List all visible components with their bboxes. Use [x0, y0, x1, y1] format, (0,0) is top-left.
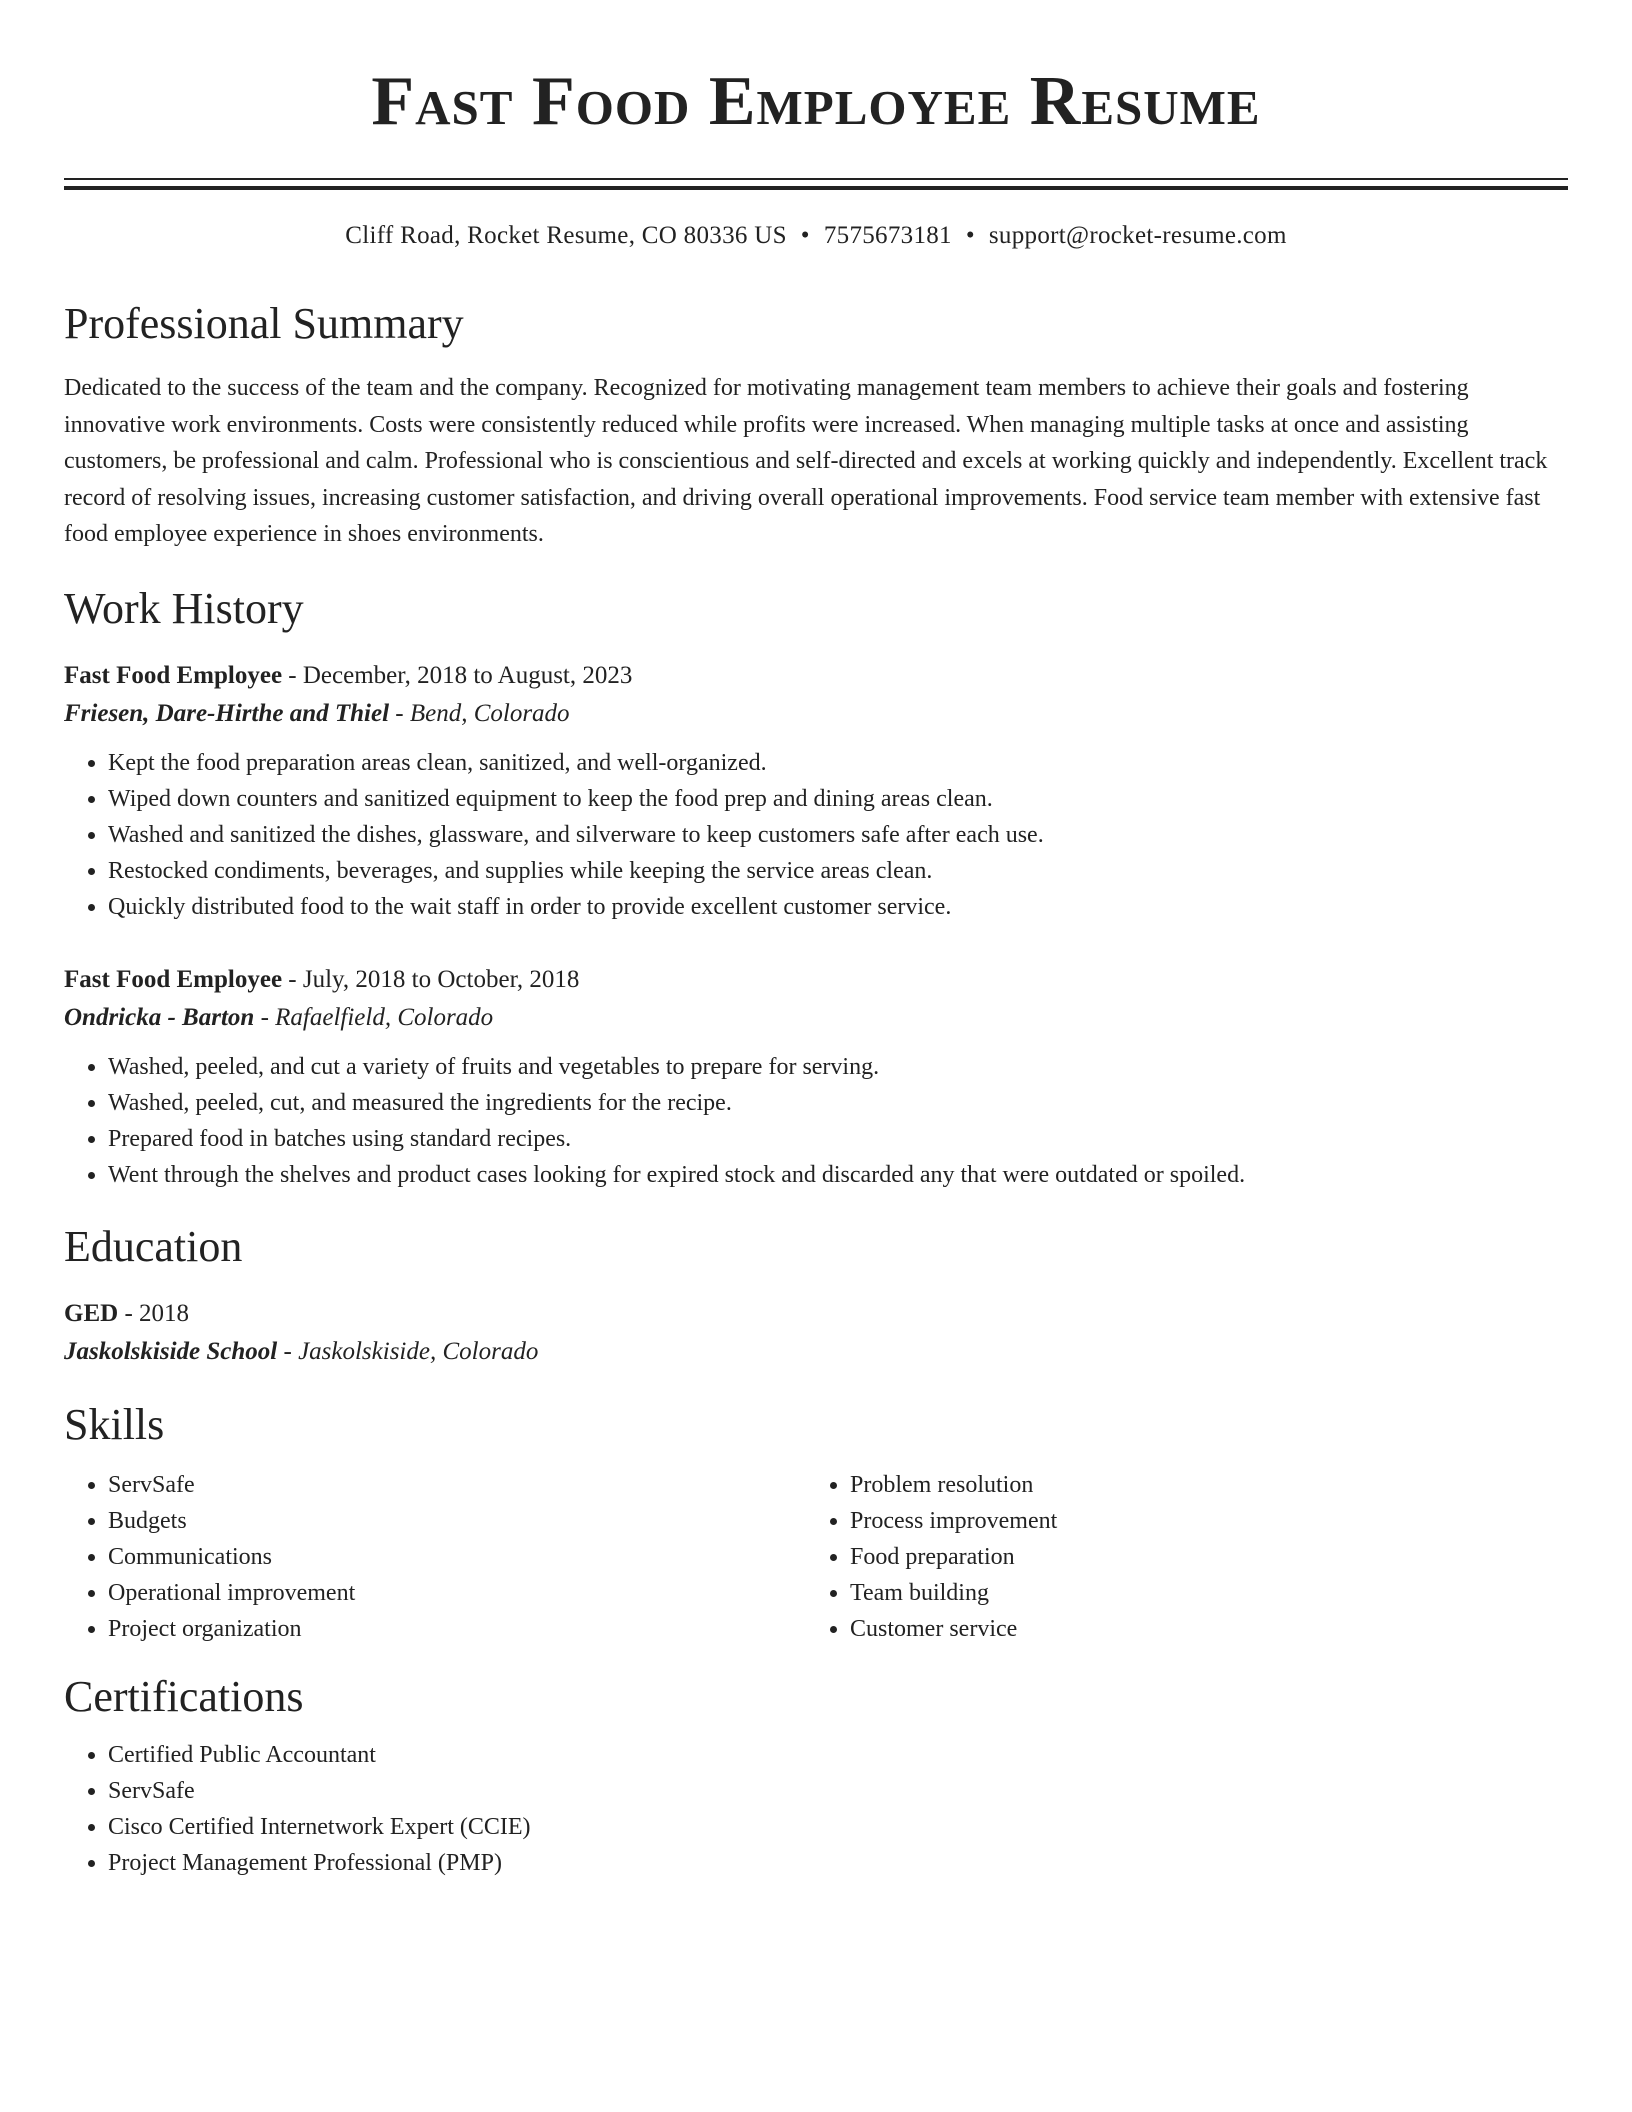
skill-item: • Project organization: [108, 1611, 806, 1647]
job-dates: December, 2018 to August, 2023: [302, 661, 633, 689]
degree-line: GED - 2018: [64, 1299, 190, 1327]
skill-item: • Food preparation: [850, 1539, 1548, 1575]
degree: GED: [64, 1299, 119, 1327]
job-location: Bend, Colorado: [409, 699, 570, 727]
list-item: • Prepared food in batches using standard recipes.: [108, 1121, 1568, 1157]
skill-item: • Operational improvement: [108, 1575, 806, 1611]
contact-phone: 7575673181: [823, 222, 952, 249]
certification-item: • ServSafe: [108, 1773, 1568, 1809]
education-heading: Education: [64, 1221, 243, 1271]
job-company: Friesen, Dare-Hirthe and Thiel: [64, 699, 390, 727]
job-duties-list: [64, 1049, 1568, 1193]
job-title-line: Fast Food Employee - July, 2018 to October, 2018: [64, 965, 580, 993]
skill-item: • Customer service: [850, 1611, 1548, 1647]
list-item: • Went through the shelves and product cases looking for expired stock and discarded any that were outdated or spoiled.: [108, 1157, 1568, 1193]
list-item: • Restocked condiments, beverages, and supplies while keeping the service areas clean.: [108, 853, 1568, 889]
job-title: Fast Food Employee: [64, 661, 283, 689]
summary-text: Dedicated to the success of the team and the company. Recognized for motivating management team members to achieve their goals and fostering innovative work environments. Costs were consistently reduced while profits were increased. When managing multiple tasks at once and assisting customers, be professional and calm. Professional who is conscientious and self-directed and excels at working quickly and independently. Excellent track record of resolving issues, increasing customer satisfaction, and driving overall operational improvements. Food service team member with extensive fast food employee experience in shoes environments.: [64, 375, 1548, 547]
job-company-line: Friesen, Dare-Hirthe and Thiel - Bend, Colorado: [64, 699, 570, 727]
school-name: Jaskolskiside School: [64, 1337, 278, 1365]
job-location: Rafaelfield, Colorado: [275, 1003, 494, 1031]
certifications-list: [64, 1737, 1568, 1881]
skills-grid: [64, 1467, 1568, 1647]
school-location: Jaskolskiside, Colorado: [298, 1337, 539, 1365]
contact-address: Cliff Road, Rocket Resume, CO 80336 US: [345, 222, 787, 249]
skill-item: • Team building: [850, 1575, 1548, 1611]
certifications-heading: Certifications: [64, 1671, 304, 1721]
skill-item: • Communications: [108, 1539, 806, 1575]
list-item: • Washed, peeled, and cut a variety of fruits and vegetables to prepare for serving.: [108, 1049, 1568, 1085]
job-entry: [64, 657, 1568, 925]
school-line: Jaskolskiside School - Jaskolskiside, Colorado: [64, 1337, 539, 1365]
job-title-line: Fast Food Employee - December, 2018 to August, 2023: [64, 661, 633, 689]
skill-item: • Problem resolution: [850, 1467, 1548, 1503]
work-history-heading: Work History: [64, 583, 304, 633]
summary-heading: Professional Summary: [64, 299, 464, 348]
job-title: Fast Food Employee: [64, 965, 283, 993]
list-item: • Washed, peeled, cut, and measured the ingredients for the recipe.: [108, 1085, 1568, 1121]
list-item: • Washed and sanitized the dishes, glassware, and silverware to keep customers safe after each use.: [108, 817, 1568, 853]
skills-list-left: [64, 1467, 806, 1647]
list-item: • Quickly distributed food to the wait staff in order to provide excellent customer service.: [108, 889, 1568, 925]
certification-item: • Cisco Certified Internetwork Expert (CCIE): [108, 1809, 1568, 1845]
resume-title: Fast Food Employee Resume: [371, 63, 1261, 140]
skills-heading: Skills: [64, 1399, 165, 1449]
job-dates: July, 2018 to October, 2018: [302, 965, 580, 993]
skill-item: • ServSafe: [108, 1467, 806, 1503]
contact-line: [64, 220, 1568, 252]
title-divider: [64, 178, 1568, 190]
list-item: • Wiped down counters and sanitized equipment to keep the food prep and dining areas clean.: [108, 781, 1568, 817]
skill-item: • Budgets: [108, 1503, 806, 1539]
certification-item: • Project Management Professional (PMP): [108, 1845, 1568, 1881]
education-entry: [64, 1295, 1568, 1371]
list-item: • Kept the food preparation areas clean, sanitized, and well-organized.: [108, 745, 1568, 781]
contact-email: support@rocket-resume.com: [988, 222, 1287, 249]
job-company: Ondricka - Barton: [64, 1003, 255, 1031]
skills-list-right: [806, 1467, 1548, 1647]
job-entry: [64, 961, 1568, 1193]
job-company-line: Ondricka - Barton - Rafaelfield, Colorado: [64, 1003, 494, 1031]
contact-separator: •: [800, 222, 810, 249]
skill-item: • Process improvement: [850, 1503, 1548, 1539]
degree-year: 2018: [139, 1299, 190, 1327]
contact-separator: •: [965, 222, 975, 249]
certification-item: • Certified Public Accountant: [108, 1737, 1568, 1773]
job-duties-list: [64, 745, 1568, 925]
